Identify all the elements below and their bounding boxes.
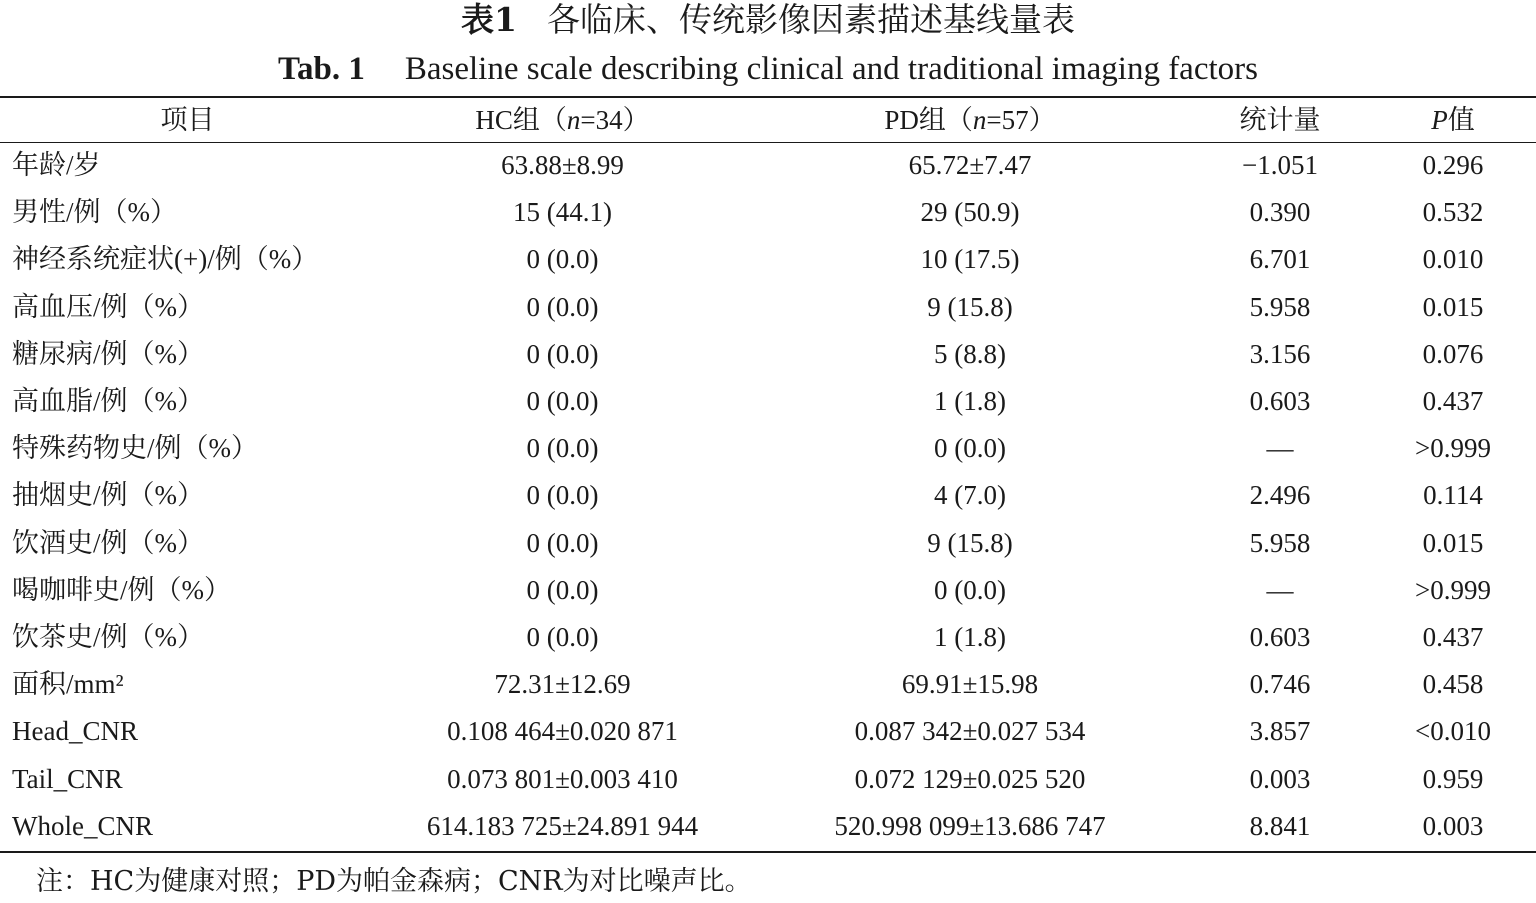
row-pd-value: 4 (7.0) (934, 480, 1006, 511)
row-p-value: 0.114 (1423, 480, 1483, 511)
table-row (0, 661, 1536, 708)
row-statistic: 0.603 (1249, 622, 1311, 653)
row-item: 糖尿病/例（%） (12, 338, 204, 369)
row-p-value: 0.458 (1422, 669, 1484, 700)
table-label-en: Tab. 1 (278, 51, 365, 87)
row-pd-value: 65.72±7.47 (908, 150, 1032, 180)
row-item: 抽烟史/例（%） (12, 480, 204, 511)
row-item: Tail_CNR (12, 763, 123, 794)
table-row (0, 378, 1536, 425)
row-item: 特殊药物史/例（%） (12, 433, 258, 464)
row-pd-value: 0.072 129±0.025 520 (854, 763, 1086, 794)
row-pd-value: 0 (0.0) (934, 574, 1006, 605)
table-title-cn (0, 0, 1536, 40)
row-statistic: 5.958 (1249, 527, 1311, 558)
row-p-value: 0.532 (1422, 197, 1484, 228)
header-p-value: P值 (1431, 105, 1475, 135)
row-p-value: 0.003 (1422, 810, 1484, 841)
row-hc-value: 0 (0.0) (526, 527, 599, 558)
row-pd-value: 69.91±15.98 (901, 669, 1039, 700)
row-item: 神经系统症状(+)/例（%） (12, 244, 319, 275)
table-row (0, 472, 1536, 519)
row-item: 面积/mm² (12, 669, 124, 700)
row-p-value: 0.015 (1422, 527, 1484, 558)
table-row (0, 756, 1536, 803)
header-hc-group: HC组（n=34） (475, 105, 650, 135)
row-pd-value: 9 (15.8) (927, 291, 1013, 322)
baseline-table (0, 98, 1536, 850)
table-label-cn: 表1 (461, 0, 517, 39)
row-pd-value: 1 (1.8) (934, 386, 1006, 417)
row-p-value: <0.010 (1415, 716, 1491, 747)
row-item: 高血脂/例（%） (12, 386, 204, 417)
row-item: 喝咖啡史/例（%） (12, 574, 231, 605)
row-hc-value: 0 (0.0) (526, 338, 599, 369)
table-row (0, 520, 1536, 567)
row-pd-value: 29 (50.9) (920, 197, 1020, 228)
row-pd-value: 520.998 099±13.686 747 (834, 810, 1106, 841)
row-item: Head_CNR (12, 716, 138, 747)
header-pd-group: PD组（n=57） (884, 105, 1056, 135)
table-title-en-text: Baseline scale describing clinical and traditional imaging factors (404, 51, 1258, 87)
table-title-cn-text: 各临床、传统影像因素描述基线量表 (546, 0, 1075, 39)
row-item: 饮茶史/例（%） (12, 622, 204, 653)
row-hc-value: 0.108 464±0.020 871 (447, 716, 678, 747)
row-p-value: >0.999 (1415, 574, 1491, 605)
row-statistic: 0.746 (1249, 669, 1311, 700)
row-p-value: 0.437 (1422, 386, 1484, 417)
row-pd-value: 10 (17.5) (920, 244, 1020, 275)
row-hc-value: 15 (44.1) (513, 197, 612, 228)
row-statistic: 2.496 (1249, 480, 1311, 511)
row-pd-value: 0 (0.0) (934, 433, 1006, 464)
row-statistic: 3.156 (1249, 338, 1311, 369)
row-p-value: 0.076 (1422, 338, 1484, 369)
table-row (0, 284, 1536, 331)
row-p-value: >0.999 (1415, 433, 1491, 464)
row-hc-value: 0 (0.0) (526, 291, 599, 322)
table-row (0, 425, 1536, 472)
row-item: 年龄/岁 (12, 150, 101, 180)
row-hc-value: 0 (0.0) (526, 386, 599, 417)
header-statistic: 统计量 (1239, 105, 1321, 135)
table-row (0, 142, 1536, 189)
row-statistic: 5.958 (1249, 291, 1311, 322)
row-pd-value: 9 (15.8) (927, 527, 1013, 558)
row-statistic: — (1266, 574, 1294, 605)
table-row (0, 708, 1536, 755)
row-hc-value: 0 (0.0) (526, 433, 599, 464)
row-p-value: 0.015 (1422, 291, 1484, 322)
row-p-value: 0.296 (1422, 150, 1484, 180)
header-item: 项目 (160, 105, 215, 135)
row-statistic: 3.857 (1249, 716, 1311, 747)
row-statistic: 0.603 (1249, 386, 1311, 417)
table-row (0, 614, 1536, 661)
row-pd-value: 5 (8.8) (934, 338, 1006, 369)
row-p-value: 0.010 (1422, 244, 1484, 275)
row-hc-value: 0 (0.0) (526, 480, 599, 511)
row-statistic: 6.701 (1249, 244, 1311, 275)
row-hc-value: 0 (0.0) (526, 574, 599, 605)
table-note: 注：HC为健康对照；PD为帕金森病；CNR为对比噪声比。 (36, 866, 752, 897)
header-row (0, 98, 1536, 142)
row-item: 男性/例（%） (12, 197, 177, 228)
row-item: 高血压/例（%） (12, 291, 204, 322)
row-hc-value: 63.88±8.99 (501, 150, 624, 180)
table-row (0, 189, 1536, 236)
table-row (0, 803, 1536, 850)
row-item: 饮酒史/例（%） (12, 527, 204, 558)
table-title-en (0, 48, 1536, 90)
table-row (0, 236, 1536, 283)
row-statistic: — (1266, 433, 1294, 464)
row-item: Whole_CNR (12, 810, 153, 841)
row-p-value: 0.437 (1422, 622, 1484, 653)
row-hc-value: 614.183 725±24.891 944 (426, 810, 699, 841)
bottom-rule (0, 851, 1536, 853)
row-statistic: 0.003 (1249, 763, 1311, 794)
row-statistic: 8.841 (1249, 810, 1311, 841)
table-row (0, 331, 1536, 378)
row-statistic: −1.051 (1242, 150, 1318, 180)
row-hc-value: 0 (0.0) (526, 622, 599, 653)
row-pd-value: 1 (1.8) (934, 622, 1006, 653)
row-hc-value: 72.31±12.69 (494, 669, 631, 700)
row-p-value: 0.959 (1422, 763, 1484, 794)
row-hc-value: 0 (0.0) (526, 244, 599, 275)
row-statistic: 0.390 (1249, 197, 1311, 228)
row-pd-value: 0.087 342±0.027 534 (854, 716, 1086, 747)
row-hc-value: 0.073 801±0.003 410 (447, 763, 678, 794)
table-row (0, 567, 1536, 614)
